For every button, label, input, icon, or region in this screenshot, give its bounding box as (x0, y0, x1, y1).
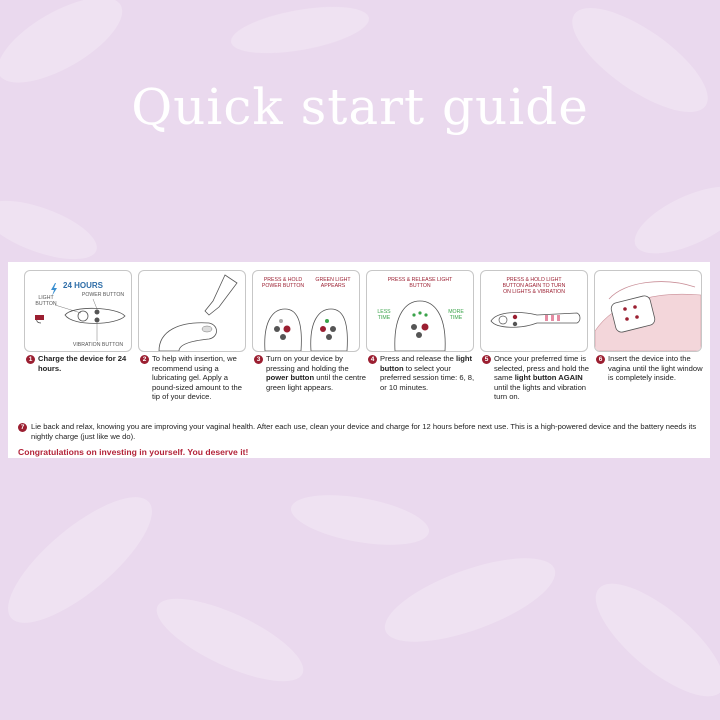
insertion-illustration (595, 271, 701, 351)
press-release-label: PRESS & RELEASE LIGHT BUTTON (387, 277, 453, 289)
hours-label: 24 HOURS (63, 281, 104, 290)
page-title: Quick start guide (131, 78, 589, 136)
vibration-button-label: VIBRATION BUTTON (72, 342, 124, 348)
congratulations-message: Congratulations on investing in yourself. You deserve it! (18, 447, 249, 457)
lubricant-illustration (139, 271, 245, 351)
usb-plug (35, 315, 44, 320)
step-2 (140, 354, 252, 402)
step-text-bold: Charge the device for 24 hours. (38, 354, 127, 373)
panel-vibration (480, 270, 588, 352)
panel-light-button (366, 270, 474, 352)
step-number: 2 (140, 355, 149, 364)
lubricant-tube (205, 275, 237, 315)
step-7 (18, 422, 708, 442)
green-light-label: GREEN LIGHT APPEARS (315, 277, 351, 289)
step-text: until the lights and vibration turn on. (494, 382, 587, 402)
step-text: To help with insertion, we recommend using a lubricating gel. Apply a pound-sized amount to the tip of your device. (152, 354, 242, 402)
light-button-label: LIGHT BUTTON (35, 295, 57, 307)
quick-start-guide-card (8, 262, 710, 458)
panel-lubricate (138, 270, 246, 352)
panel-power-on (252, 270, 360, 352)
step-text-bold: light button AGAIN (514, 373, 583, 383)
step-text: until the centre green light appears. (266, 373, 367, 392)
step-text: Lie back and relax, knowing you are improving your vaginal health. After each use, clean your device and charge for 12 hours before next use. This is a high-powered device and the battery needs its nightly charge (just like we do). (31, 422, 697, 441)
step-text: Insert the device into the vagina until the light window is completely inside. (608, 354, 703, 383)
step-text: Once your preferred time is selected, press and hold the same (494, 354, 589, 383)
step-1 (26, 354, 138, 373)
step-text-bold: power button (266, 373, 315, 383)
step-number: 7 (18, 423, 27, 432)
press-hold-power-label: PRESS & HOLD POWER BUTTON (261, 277, 305, 289)
step-5 (482, 354, 594, 402)
more-time-label: MORE TIME (448, 309, 464, 321)
step-text: to select your preferred session time: 6, 8, or 10 minutes. (380, 363, 475, 392)
gel-drop (202, 326, 212, 332)
step-6 (596, 354, 708, 383)
step-text: Press and release the (380, 354, 456, 363)
step-number: 4 (368, 355, 377, 364)
step-4 (368, 354, 480, 392)
step-text: Turn on your device by pressing and holding the (266, 354, 349, 373)
press-hold-again-label: PRESS & HOLD LIGHT BUTTON AGAIN TO TURN ON LIGHTS & VIBRATION (502, 277, 566, 295)
panel-insert (594, 270, 702, 352)
step-3 (254, 354, 366, 392)
panel-charge (24, 270, 132, 352)
step-number: 6 (596, 355, 605, 364)
less-time-label: LESS TIME (377, 309, 391, 321)
step-number: 5 (482, 355, 491, 364)
power-button-label: POWER BUTTON (81, 292, 125, 298)
step-number: 3 (254, 355, 263, 364)
step-number: 1 (26, 355, 35, 364)
step-text-bold: light button (380, 354, 473, 373)
